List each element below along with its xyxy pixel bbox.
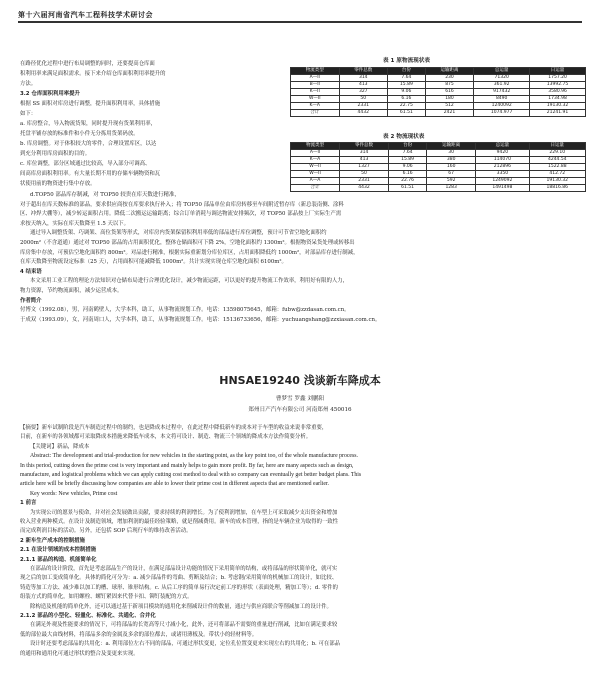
- table-cell: 413: [339, 82, 388, 89]
- table-cell: A—II: [291, 150, 340, 157]
- article-affiliation: 郑州日产汽车有限公司 河南郑州 450016: [248, 407, 352, 413]
- table-cell: 1491498: [476, 185, 529, 192]
- text-line: 4 结束语: [20, 268, 42, 275]
- text-line: 到充分利用库房面积的目的。: [20, 151, 91, 157]
- table-cell: 412.72: [529, 171, 585, 178]
- table-cell: 380: [427, 157, 476, 164]
- table-cell: 361.92: [474, 82, 530, 89]
- table-cell: 314: [339, 75, 388, 82]
- text-line: d.TOP50 部品库存制减，对 TOP50 较贵在库天数进行精准，: [30, 192, 180, 198]
- table-cell: 1249092: [476, 178, 529, 185]
- table-cell: 6.16: [388, 96, 426, 103]
- text-line: 收入营业两种模式。在设计及制造领域，增加利润的最佳经验策略，就是削减费用。新车的成本管理，指的是车辆企业为取得的一致性: [20, 519, 339, 525]
- column-header: 总运量: [474, 68, 530, 75]
- table-cell: 21241.91: [530, 110, 586, 117]
- table-cell: 4432: [339, 110, 388, 117]
- text-line: a. 库房整合，导入物流货架，同时提升现有货架利用率，: [20, 121, 157, 127]
- table-cell: 3350: [476, 171, 529, 178]
- column-header: 运输距离: [425, 68, 474, 75]
- table-cell: 160: [427, 164, 476, 171]
- table-cell: 1327: [340, 164, 389, 171]
- column-header: 日运量: [529, 143, 585, 150]
- text-line: 根据 SS 面积对库房进行调整，提升面积利用率，具体措施: [20, 101, 161, 107]
- table-cell: 6.16: [389, 171, 427, 178]
- table1: [290, 67, 586, 117]
- table-cell: 61.51: [389, 185, 427, 192]
- text-line: 状使用前的物资进行集中存放。: [20, 181, 96, 187]
- table-cell: 2331: [340, 178, 389, 185]
- table-cell: 229.10: [529, 150, 585, 157]
- table-row: [291, 103, 586, 110]
- article-authors: 曹梦雪 罗鑫 刘鹏阳: [275, 396, 325, 402]
- table-cell: 616: [425, 89, 474, 96]
- text-line: 除构造及机能的简单化外，还可以通过基于新项目模块的通用化来削减设计件的数量，通过与供应商联合等削减加工的设计件。: [30, 603, 332, 610]
- table-row: [291, 89, 586, 96]
- text-line: article here will be briefly discussing how companies are able to lower their prime cost in different aspects that are mentioned earlier.: [20, 481, 329, 488]
- table-cell: 592: [427, 178, 476, 185]
- table-cell: 2331: [339, 103, 388, 110]
- text-line: 【摘要】新车试制阶段是汽车制造过程中的制约，也是降成本过程中，在此过程中降低新车的成本对于车型的收益来说非常重要，: [20, 425, 328, 431]
- table-cell: 1757.20: [530, 75, 586, 82]
- table-cell: 8490: [474, 96, 530, 103]
- table-cell: A—A: [291, 178, 340, 185]
- text-line: 求按天纳入，实际在库天数降至 1.5 天以下。: [20, 220, 130, 227]
- table-row: [291, 75, 586, 82]
- text-line: 在库天数降至物流设定标准（25 天），占用面积可能减降低 1000m²。共计实现实现仓库空地化面积 6100m²。: [20, 259, 287, 266]
- table-cell: 4432: [340, 185, 389, 192]
- table-cell: 413: [340, 157, 389, 164]
- table-row: [291, 150, 586, 157]
- text-line: 本文采用工业工程的理论方法知识对仓储布局进行合理优化设计，减少物流运距，可以更好的提升物流工作效率，利用好有限的人力，: [30, 278, 349, 285]
- text-line: 间高库房面积利用率。有大量长期不用的存储车辆物资和瓦: [20, 171, 161, 177]
- table-cell: 180: [425, 96, 474, 103]
- text-line: 组装方式的简单化，如用螺栓、螺钉紧固来代替卡扣、铆钉装配的方式。: [20, 594, 193, 601]
- column-header: 物流类型: [291, 143, 340, 150]
- table-cell: 22.75: [388, 103, 426, 110]
- table-cell: 9.06: [388, 89, 426, 96]
- text-line: 库房集中存放，可预估空地化面积约 800m²。对品进行精准，根据实际重新划分库位库区，占用面积降低约 1000m²，对部品库存进行制减，: [20, 249, 359, 256]
- table-cell: 1283: [427, 185, 476, 192]
- text-line: 设计时还要考虑部品的共用化：a. 利用部位左右不同的部品，可通过形状变更，定位孔位置变更来实现左右的共用化；b. 可在部品: [30, 641, 341, 648]
- text-line: 【关键词】新品，降成本: [30, 443, 90, 450]
- table-cell: 61.51: [388, 110, 426, 117]
- table-cell: K—A: [291, 157, 340, 164]
- text-line: 对于超出在库天数标准的部品，要求供应商按在库要求执行补入；将 TOP50 部品单位由库房转移至车间附近暂存库（新总装南侧、涂料: [20, 201, 344, 208]
- table-cell: 19130.32: [530, 103, 586, 110]
- table-cell: 212896: [476, 164, 529, 171]
- text-line: 区、冲焊大棚等），减少转运面积占用。降低二次搬运运输距离；综合订单消耗与调达物流安排频次，对 TOP50 部品按上厂实际生产需: [20, 211, 342, 218]
- table2: [290, 142, 586, 192]
- text-line: 如下：: [20, 111, 37, 117]
- text-line: 付博文（1992.08），男，河南鹤壁人，大学本科，助工，从事物流规划工作。电话：13598075645，邮箱：fubw@zzdasan.com.cn。: [20, 307, 350, 314]
- text-line: c. 库位调整，部分区域通过比较高，导入部分可调高、: [20, 161, 151, 167]
- table-cell: 2421: [425, 110, 474, 117]
- table-cell: 9.06: [389, 164, 427, 171]
- table-cell: 50: [339, 96, 388, 103]
- table-cell: 19130.32: [529, 178, 585, 185]
- table-cell: 15.89: [389, 157, 427, 164]
- article-title: HNSAE19240 浅谈新车降成本: [219, 374, 381, 387]
- table-row: [291, 157, 586, 164]
- table-cell: 7.64: [389, 150, 427, 157]
- text-line: 2000m²（不含道通）通过对 TOP50 部品的占用面积优化，整体仓储面积可下降 2%，空地化面积约 1300m²。根据物资呆货处理或转移出: [20, 240, 355, 246]
- table-cell: 1074.977: [474, 110, 530, 117]
- text-line: 的通用和通用化可通过形状的整合及变更来实现。: [20, 650, 139, 657]
- text-line: 在路径优化过程中进行布局调整的同时，还要提高仓库面: [20, 61, 155, 67]
- column-header: 运输距离: [427, 143, 476, 150]
- table-cell: A—II: [291, 75, 340, 82]
- table-cell: 合计: [291, 185, 340, 192]
- table-cell: 67: [427, 171, 476, 178]
- table-row: [291, 82, 586, 89]
- table-cell: 50: [340, 171, 389, 178]
- column-header: 总运量: [476, 143, 529, 150]
- text-line: 铸造等加工方法、减少难以加工的槽、球形、锥形结构。c. 从后工序的简单易行决定前工序的形状（表面处理，精加工等）；d. 零件的: [20, 584, 338, 591]
- text-line: 现之后的加工变成简单化。具体的简化可分为：a. 减少部品件的弯曲、剪断及结合；b. 考虑钢/采用简单的机械加工的设计，如比较、: [20, 575, 338, 582]
- text-line: 积利用率来满足面积需求。接下来介绍仓库面积利用率提升的: [20, 71, 166, 77]
- table-cell: 875: [425, 82, 474, 89]
- text-line: Key words: New vehicles, Prime cost: [30, 490, 118, 497]
- text-line: 于成双（1993.09），女，河南周口人，大学本科，助工，从事物流规划工作。电话：15136733656，邮箱：yuchuangshang@zzxiasan.com.cn。: [20, 316, 381, 323]
- table-cell: K—II: [291, 89, 340, 96]
- page-header: 第十六届河南省汽车工程科技学术研讨会: [18, 10, 153, 19]
- text-line: 方法。: [20, 81, 37, 87]
- column-header: 台份: [388, 68, 426, 75]
- column-header: 零件总数: [340, 143, 389, 150]
- table-cell: 15.89: [388, 82, 426, 89]
- table-cell: 1734.98: [530, 96, 586, 103]
- header-rule: [18, 21, 582, 23]
- text-line: 2.1 在设计领域的成本控制措施: [20, 547, 97, 554]
- column-header: 台份: [389, 143, 427, 150]
- column-header: 零件总数: [339, 68, 388, 75]
- table-row: [291, 178, 586, 185]
- text-line: 而完成利润目标的活动。另外，还包括 SOP 后现行车的维持改善活动。: [20, 528, 192, 535]
- table-cell: 9420: [476, 150, 529, 157]
- text-line: b. 库房调整。对于体积较大的零件，合理设置库区，以达: [20, 141, 157, 147]
- table-cell: 30: [427, 150, 476, 157]
- table-cell: 3580.96: [530, 89, 586, 96]
- text-line: 2 新车生产成本的控制措施: [20, 537, 85, 544]
- text-line: 在满足外观及性能要求的情况下，可将部品的长宽高等尺寸减小化，此外，还可将部品不需要的重量进行削减，比如在满足要求较: [30, 622, 338, 629]
- table-cell: 1240092: [474, 103, 530, 110]
- table-row: [291, 171, 586, 178]
- text-line: Abstract: The development and trial-production for new vehicles in the starting point, as the key point too, of the whole manufacture process.: [30, 453, 358, 460]
- table-row: [291, 164, 586, 171]
- table-cell: 512: [425, 103, 474, 110]
- table-cell: 314: [340, 150, 389, 157]
- table-row: [291, 96, 586, 103]
- table-cell: 4244.54: [529, 157, 585, 164]
- table-cell: W—II: [291, 164, 340, 171]
- column-header: 日运量: [530, 68, 586, 75]
- text-line: 通过导入调整货架、巧调架、高位货架等形式，对库房内货架保留积利用率低的部品进行库位调整，预计可节省空地化面积约: [30, 230, 327, 237]
- table-cell: 917432: [474, 89, 530, 96]
- text-line: 托盘平铺存放的标准件和小件无分拣用货架码放。: [20, 131, 139, 137]
- text-line: 物力资源，节约物流面积，减少运营成本。: [20, 288, 123, 294]
- table-cell: W—II: [291, 171, 340, 178]
- table-cell: 230: [425, 75, 474, 82]
- text-line: 目前，在新车的各领域都可采取降成本措施来降低车成本，本文将可设计、制造、物流三个领域的降成本方法作简要分析。: [20, 434, 312, 441]
- text-line: 低的部位最大由线材料，将部品多余的金属及多余的部位都去，或诸用薄板及。带状小的轻材料等。: [20, 631, 258, 638]
- table-cell: W—II: [291, 96, 340, 103]
- table1-caption: 表 1 原物流现状表: [383, 58, 430, 64]
- table-cell: 327: [339, 89, 388, 96]
- table-row: [291, 110, 586, 117]
- table-cell: 13992.75: [530, 82, 586, 89]
- table-cell: B—II: [291, 82, 340, 89]
- table-cell: 1522.88: [529, 164, 585, 171]
- table-cell: 22.76: [389, 178, 427, 185]
- table-cell: 71320: [474, 75, 530, 82]
- text-line: 作者简介: [20, 297, 42, 304]
- text-line: 3.2 仓库面积利用率提升: [20, 91, 80, 97]
- text-line: 2.1.1 部品的构造、机能简单化: [20, 556, 97, 563]
- text-line: 1 前言: [20, 500, 37, 507]
- table-cell: 7.64: [388, 75, 426, 82]
- text-line: 2.1.2 部品的小型化、轻量化、标准化、共通化、合并化: [20, 613, 156, 619]
- table-cell: 114070: [476, 157, 529, 164]
- text-line: In this period, cutting down the prime cost is very important and mainly helps to gain more profit. By far, here are many aspects such as design,: [20, 462, 354, 469]
- table-cell: K—A: [291, 103, 340, 110]
- table-cell: 合计: [291, 110, 340, 117]
- table2-caption: 表 2 物流现状表: [383, 134, 425, 140]
- column-header: 物流类型: [291, 68, 340, 75]
- text-line: 为实现公司的愿景与使命，并对社会发展做出贡献，要求持续的利润增长。为了使利润增加，在车型上可采取减少支出资金和增加: [30, 509, 338, 516]
- table-cell: 18816.86: [529, 185, 585, 192]
- text-line: 在部品的设计阶段，首先是考虑部品生产的设计，在满足部品设计功能的情况下采用简单的结构，或将部品的形状简单化，就可实: [30, 566, 338, 572]
- text-line: manufacture, and logistical problems which we can apply cutting cost method to deal with so company can eventually get better budget plans. This: [20, 472, 362, 478]
